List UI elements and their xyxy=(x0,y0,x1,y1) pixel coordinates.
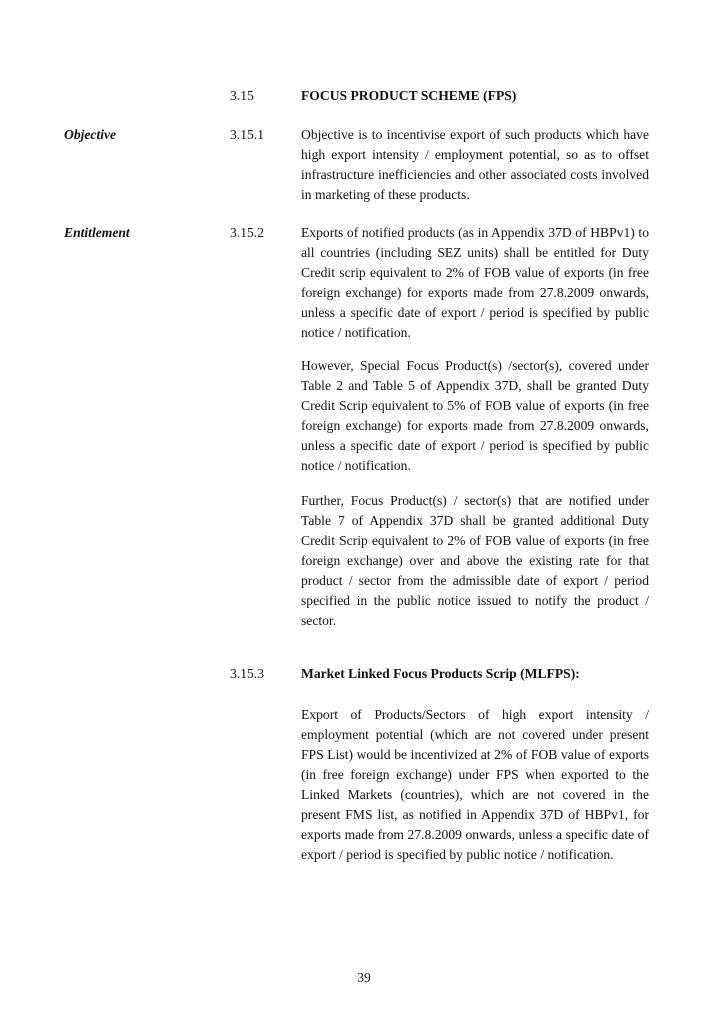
objective-text: Objective is to incentivise export of such products which have high export intensity / employment potential, so as to offset infrastructure inefficiencies and other associated costs involved in marketing of these products. xyxy=(301,127,649,202)
entitlement-paragraph-3: Further, Focus Product(s) / sector(s) that are notified under Table 7 of Appendix 37D shall be granted additional Duty Credit Scrip equivalent to 2% of FOB value of exports (in free foreign exchange) over and above the existing rate for that product / sector from the admissible date of export / period specified in the public notice issued to notify the product / sector. xyxy=(301,493,649,628)
mlfps-title: Market Linked Focus Products Scrip (MLFPS): xyxy=(301,666,580,681)
page-number: 39 xyxy=(357,970,371,985)
objective-label: Objective xyxy=(64,127,117,142)
mlfps-text: Export of Products/Sectors of high export intensity / employment potential (which are not covered under present FPS List) would be incentivized at 2% of FOB value of exports (in free foreign exchange) under FPS when exported to the Linked Markets (countries), which are not covered in the present FMS list, as notified in Appendix 37D of HBPv1, for exports made from 27.8.2009 onwards, unless a specific date of export / period is specified by public notice / notification. xyxy=(301,707,649,862)
entitlement-number: 3.15.2 xyxy=(230,225,264,240)
entitlement-paragraph-2: However, Special Focus Product(s) /sector(s), covered under Table 2 and Table 5 of Appendix 37D, shall be granted Duty Credit Scrip equivalent to 5% of FOB value of exports (in free foreign exchange) for exports made from 27.8.2009 onwards, unless a specific date of export / period is specified by public notice / notification. xyxy=(301,358,649,473)
objective-number: 3.15.1 xyxy=(230,127,264,142)
section-number: 3.15 xyxy=(230,88,254,103)
entitlement-label: Entitlement xyxy=(64,225,130,240)
entitlement-paragraph-1: Exports of notified products (as in Appendix 37D of HBPv1) to all countries (including SEZ units) shall be entitled for Duty Credit scrip equivalent to 2% of FOB value of exports (in free foreign exchange) for exports made from 27.8.2009 onwards, unless a specific date of export / period is specified by public notice / notification. xyxy=(301,225,649,340)
mlfps-number: 3.15.3 xyxy=(230,666,264,681)
section-title: FOCUS PRODUCT SCHEME (FPS) xyxy=(301,88,517,103)
